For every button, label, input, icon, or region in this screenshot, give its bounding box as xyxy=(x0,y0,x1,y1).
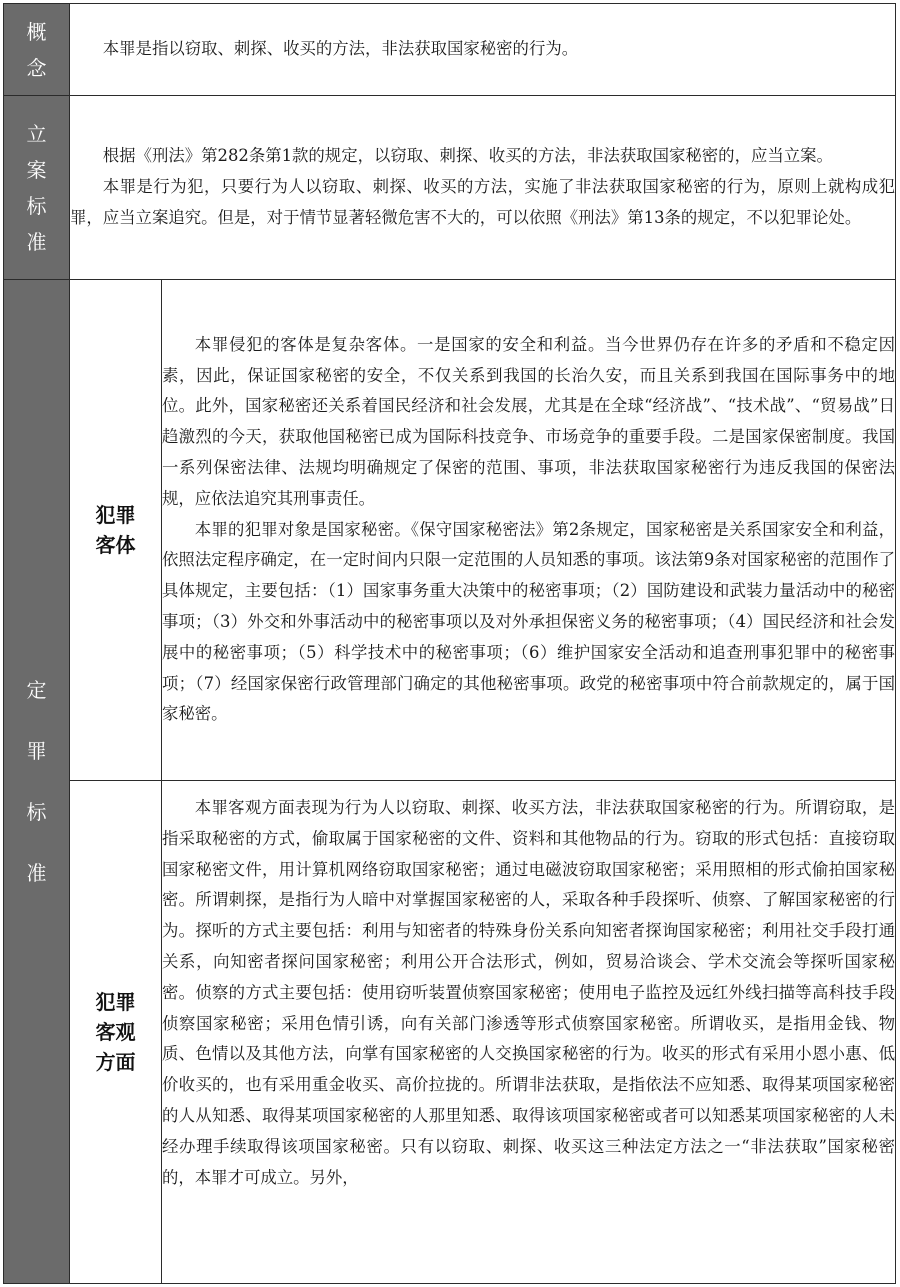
paragraph: 本罪的犯罪对象是国家秘密。《保守国家秘密法》第2条规定，国家秘密是关系国家安全和利益，依照法定程序确定，在一定时间内只限一定范围的人员知悉的事项。该法第9条对国家秘密的范围作了具体规定，主要包括：（1）国家事务重大决策中的秘密事项；（2）国防建设和武装力量活动中的秘密事项；（3）外交和外事活动中的秘密事项以及对外承担保密义务的秘密事项；（4）国民经济和社会发展中的秘密事项；（5）科学技术中的秘密事项；（6）维护国家安全活动和追查刑事犯罪中的秘密事项；（7）经国家保密行政管理部门确定的其他秘密事项。政党的秘密事项中符合前款规定的，属于国家秘密。 xyxy=(162,519,895,724)
objective-aspect-content xyxy=(162,781,896,1284)
concept-row xyxy=(4,4,896,96)
sub-label-line: 方面 xyxy=(95,1050,136,1074)
sub-label-line: 犯罪 xyxy=(95,990,136,1014)
label-char: 定 xyxy=(26,677,47,702)
label-char: 概 xyxy=(26,19,47,44)
crime-standard-table xyxy=(3,3,896,1284)
label-char: 案 xyxy=(26,157,47,182)
filing-standard-row xyxy=(4,96,896,280)
paragraph: 本罪是指以窃取、刺探、收买的方法，非法获取国家秘密的行为。 xyxy=(102,39,579,59)
sub-label-line: 犯罪 xyxy=(95,503,136,527)
sub-label-line: 客观 xyxy=(95,1020,136,1044)
paragraph: 本罪客观方面表现为行为人以窃取、刺探、收买方法，非法获取国家秘密的行为。所谓窃取，是指采取秘密的方式，偷取属于国家秘密的文件、资料和其他物品的行为。窃取的形式包括：直接窃取国家秘密文件，用计算机网络窃取国家秘密；通过电磁波窃取国家秘密；采用照相的形式偷拍国家秘密。所谓刺探，是指行为人暗中对掌握国家秘密的人，采取各种手段探听、侦察、了解国家秘密的行为。探听的方式主要包括：利用与知密者的特殊身份关系向知密者探询国家秘密；利用社交手段打通关系，向知密者探问国家秘密；利用公开合法形式，例如，贸易洽谈会、学术交流会等探听国家秘密。侦察的方式主要包括：使用窃听装置侦察国家秘密；使用电子监控及远红外线扫描等高科技手段侦察国家秘密；采用色情引诱，向有关部门渗透等形式侦察国家秘密。所谓收买，是指用金钱、物质、色情以及其他方法，向掌有国家秘密的人交换国家秘密的行为。收买的形式有采用小恩小惠、低价收买的，也有采用重金收买、高价拉拢的。所谓非法获取，是指依法不应知悉、取得某项国家秘密的人从知悉、取得某项国家秘密的人那里知悉、取得该项国家秘密或者可以知悉某项国家秘密的人未经办理手续取得该项国家秘密。只有以窃取、刺探、收买这三种法定方法之一“非法获取”国家秘密的，本罪才可成立。另外， xyxy=(162,798,895,1187)
sub-label-line: 客体 xyxy=(95,533,136,557)
conviction-standard-label xyxy=(4,280,70,1284)
filing-standard-content xyxy=(70,96,896,280)
label-char: 标 xyxy=(26,193,47,218)
filing-standard-label xyxy=(4,96,70,280)
crime-object-content xyxy=(162,280,896,781)
paragraph: 本罪侵犯的客体是复杂客体。一是国家的安全和利益。当今世界仍存在许多的矛盾和不稳定因素，因此，保证国家秘密的安全，不仅关系到我国的长治久安，而且关系到我国在国际事务中的地位。此外，国家秘密还关系着国民经济和社会发展，尤其是在全球“经济战”、“技术战”、“贸易战”日趋激烈的今天，获取他国秘密已成为国际科技竞争、市场竞争的重要手段。二是国家保密制度。我国一系列保密法律、法规均明确规定了保密的范围、事项，非法获取国家秘密行为违反我国的保密法规，应依法追究其刑事责任。 xyxy=(162,334,895,508)
concept-label xyxy=(4,4,70,96)
label-char: 准 xyxy=(26,229,47,254)
label-char: 标 xyxy=(26,799,47,824)
label-char: 立 xyxy=(26,121,47,146)
objective-aspect-row xyxy=(4,781,896,1284)
concept-content xyxy=(70,4,896,96)
crime-object-label xyxy=(70,280,162,781)
crime-object-row xyxy=(4,280,896,781)
label-char: 念 xyxy=(26,55,47,80)
paragraph: 本罪是行为犯，只要行为人以窃取、刺探、收买的方法，实施了非法获取国家秘密的行为，原则上就构成犯罪，应当立案追究。但是，对于情节显著轻微危害不大的，可以依照《刑法》第13条的规定，不以犯罪论处。 xyxy=(70,177,895,227)
label-char: 罪 xyxy=(26,738,47,763)
paragraph: 根据《刑法》第282条第1款的规定，以窃取、刺探、收买的方法，非法获取国家秘密的，应当立案。 xyxy=(102,146,833,166)
objective-aspect-label xyxy=(70,781,162,1284)
label-char: 准 xyxy=(26,860,47,885)
